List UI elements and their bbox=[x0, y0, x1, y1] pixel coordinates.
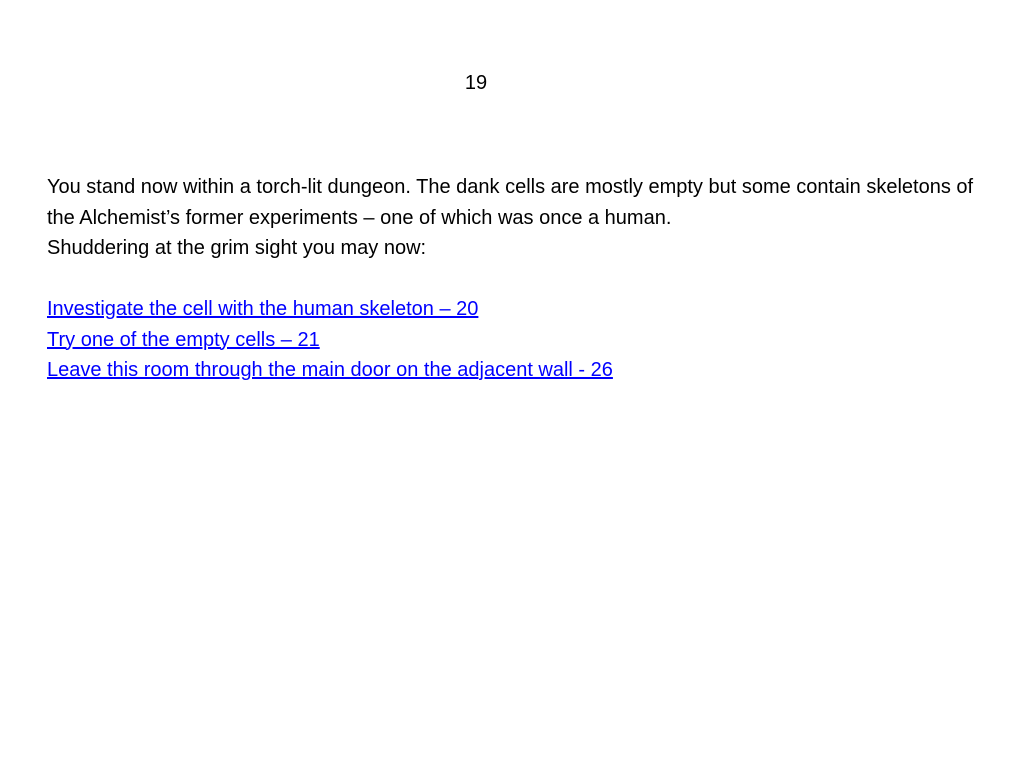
choice-link-investigate-skeleton[interactable]: Investigate the cell with the human skeleton – 20 bbox=[47, 298, 479, 320]
story-intro-paragraph: You stand now within a torch-lit dungeon. The dank cells are mostly empty but some contain skeletons of the Alchemist’s former experiments – one of which was once a human. bbox=[47, 176, 974, 229]
page-number: 19 bbox=[464, 72, 488, 94]
story-text-block bbox=[47, 172, 977, 386]
story-prompt: Shuddering at the grim sight you may now: bbox=[47, 237, 427, 259]
spacer bbox=[47, 264, 977, 295]
choice-link-leave-room[interactable]: Leave this room through the main door on the adjacent wall - 26 bbox=[47, 359, 613, 381]
choice-link-empty-cells[interactable]: Try one of the empty cells – 21 bbox=[47, 328, 320, 351]
